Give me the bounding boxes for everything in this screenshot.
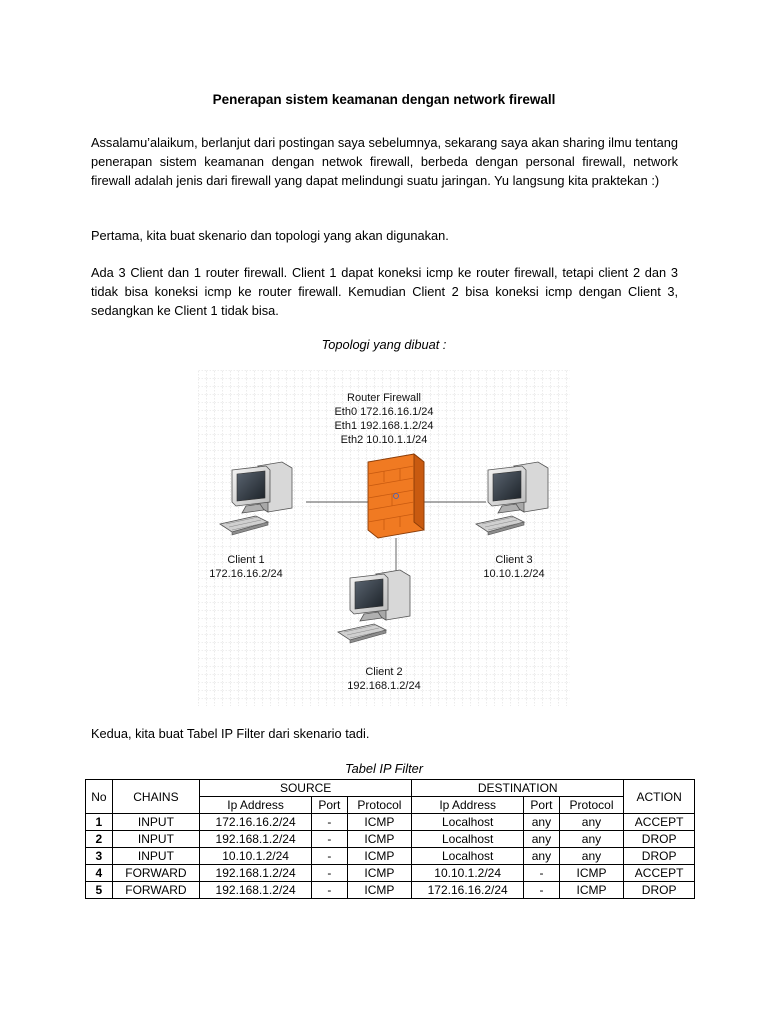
cell-src-protocol: ICMP bbox=[347, 865, 412, 882]
table-row bbox=[86, 814, 695, 831]
router-eth2: Eth2 10.10.1.1/24 bbox=[340, 434, 428, 446]
intro-paragraph: Assalamu’alaikum, berlanjut dari postingan saya sebelumnya, sekarang saya akan sharing ilmu tentang penerapan sistem keamanan dengan netwok firewall, berbeda dengan personal firewall, network firewall adalah jenis dari firewall yang dapat melindungi suatu jaringan. Yu langsung kita praktekan :) bbox=[91, 135, 678, 188]
header-src-protocol: Protocol bbox=[347, 797, 412, 814]
header-dst-ip: Ip Address bbox=[412, 797, 524, 814]
cell-src-protocol: ICMP bbox=[347, 814, 412, 831]
cell-src-protocol: ICMP bbox=[347, 831, 412, 848]
table-row bbox=[86, 882, 695, 899]
client2-ip: 192.168.1.2/24 bbox=[347, 680, 421, 692]
header-destination: DESTINATION bbox=[412, 780, 624, 797]
cell-dst-port: - bbox=[524, 882, 560, 899]
cell-dst-ip: 172.16.16.2/24 bbox=[412, 882, 524, 899]
step1-paragraph: Pertama, kita buat skenario dan topologi yang akan digunakan. bbox=[91, 228, 449, 243]
cell-dst-ip: Localhost bbox=[412, 831, 524, 848]
step2-paragraph: Kedua, kita buat Tabel IP Filter dari skenario tadi. bbox=[91, 726, 370, 741]
cell-dst-protocol: ICMP bbox=[559, 865, 624, 882]
cell-src-ip: 172.16.16.2/24 bbox=[200, 814, 312, 831]
scenario-paragraph: Ada 3 Client dan 1 router firewall. Client 1 dapat koneksi icmp ke router firewall, tetapi client 2 dan 3 tidak bisa koneksi icmp ke router firewall. Kemudian Client 2 bisa koneksi icmp dengan Client 3, sedangkan ke Client 1 tidak bisa. bbox=[91, 265, 678, 318]
cell-no: 5 bbox=[86, 882, 113, 899]
client2-name: Client 2 bbox=[365, 666, 403, 678]
cell-no: 1 bbox=[86, 814, 113, 831]
page-title: Penerapan sistem keamanan dengan network firewall bbox=[212, 92, 556, 107]
cell-action: DROP bbox=[624, 831, 695, 848]
header-dst-protocol: Protocol bbox=[559, 797, 624, 814]
client3-ip: 10.10.1.2/24 bbox=[483, 568, 545, 580]
cell-dst-protocol: any bbox=[559, 814, 624, 831]
cell-action: ACCEPT bbox=[624, 814, 695, 831]
cell-dst-protocol: any bbox=[559, 848, 624, 865]
cell-dst-ip: 10.10.1.2/24 bbox=[412, 865, 524, 882]
client1-name: Client 1 bbox=[227, 554, 265, 566]
router-eth0: Eth0 172.16.16.1/24 bbox=[334, 406, 434, 418]
cell-dst-port: any bbox=[524, 814, 560, 831]
cell-src-port: - bbox=[312, 814, 348, 831]
cell-action: ACCEPT bbox=[624, 865, 695, 882]
cell-chain: INPUT bbox=[112, 814, 199, 831]
router-eth1: Eth1 192.168.1.2/24 bbox=[334, 420, 434, 432]
cell-chain: INPUT bbox=[112, 848, 199, 865]
cell-dst-port: any bbox=[524, 831, 560, 848]
cell-dst-ip: Localhost bbox=[412, 848, 524, 865]
header-no: No bbox=[86, 780, 113, 814]
header-source: SOURCE bbox=[200, 780, 412, 797]
cell-action: DROP bbox=[624, 882, 695, 899]
topology-diagram bbox=[198, 370, 570, 706]
firewall-icon bbox=[368, 454, 424, 538]
client3-name: Client 3 bbox=[495, 554, 533, 566]
cell-dst-port: any bbox=[524, 848, 560, 865]
cell-action: DROP bbox=[624, 848, 695, 865]
cell-src-ip: 10.10.1.2/24 bbox=[200, 848, 312, 865]
cell-src-port: - bbox=[312, 848, 348, 865]
header-src-port: Port bbox=[312, 797, 348, 814]
topology-caption: Topologi yang dibuat : bbox=[321, 337, 447, 352]
cell-dst-protocol: any bbox=[559, 831, 624, 848]
cell-chain: FORWARD bbox=[112, 865, 199, 882]
cell-dst-ip: Localhost bbox=[412, 814, 524, 831]
table-row bbox=[86, 848, 695, 865]
cell-src-ip: 192.168.1.2/24 bbox=[200, 882, 312, 899]
router-name: Router Firewall bbox=[347, 392, 421, 404]
cell-no: 4 bbox=[86, 865, 113, 882]
header-action: ACTION bbox=[624, 780, 695, 814]
header-chains: CHAINS bbox=[112, 780, 199, 814]
cell-src-protocol: ICMP bbox=[347, 882, 412, 899]
header-src-ip: Ip Address bbox=[200, 797, 312, 814]
cell-chain: INPUT bbox=[112, 831, 199, 848]
table-caption: Tabel IP Filter bbox=[345, 761, 423, 776]
cell-chain: FORWARD bbox=[112, 882, 199, 899]
table-row bbox=[86, 865, 695, 882]
cell-src-port: - bbox=[312, 831, 348, 848]
cell-src-port: - bbox=[312, 882, 348, 899]
cell-src-ip: 192.168.1.2/24 bbox=[200, 831, 312, 848]
cell-dst-port: - bbox=[524, 865, 560, 882]
header-dst-port: Port bbox=[524, 797, 560, 814]
cell-src-port: - bbox=[312, 865, 348, 882]
cell-src-protocol: ICMP bbox=[347, 848, 412, 865]
cell-no: 2 bbox=[86, 831, 113, 848]
cell-src-ip: 192.168.1.2/24 bbox=[200, 865, 312, 882]
client1-ip: 172.16.16.2/24 bbox=[209, 568, 283, 580]
cell-dst-protocol: ICMP bbox=[559, 882, 624, 899]
ip-filter-table bbox=[85, 779, 695, 899]
cell-no: 3 bbox=[86, 848, 113, 865]
table-row bbox=[86, 831, 695, 848]
